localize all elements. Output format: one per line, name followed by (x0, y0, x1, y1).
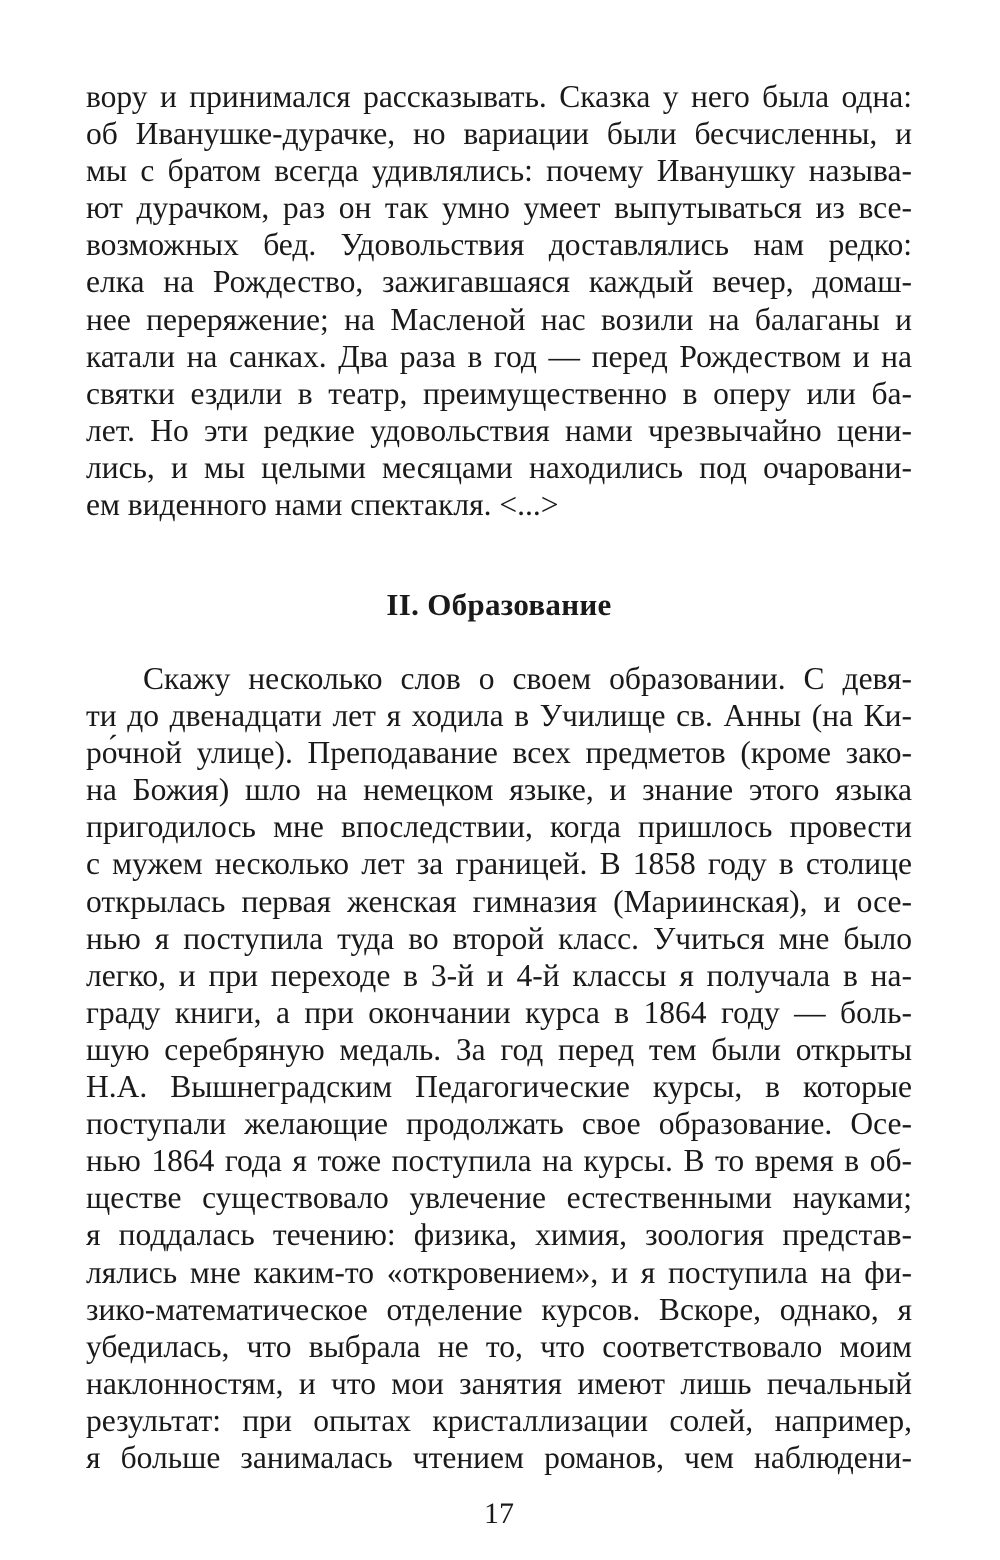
section-heading: II. Образование (386, 587, 612, 622)
text-line: ют дурачком, раз он так умно умеет выпутываться из все- (86, 190, 912, 226)
text-line: я больше занималась чтением романов, чем наблюдени- (86, 1439, 912, 1475)
text-line: с мужем несколько лет за границей. В 1858 году в столице (86, 846, 912, 882)
text-line: возможных бед. Удовольствия доставлялись нам редко: (86, 227, 912, 263)
text-line: вору и принимался рассказывать. Сказка у него была одна: (86, 79, 912, 114)
text-line: нее переряжение; на Масленой нас возили на балаганы и (86, 301, 912, 337)
text-line: лись, и мы целыми месяцами находились под очаровани- (86, 449, 912, 485)
paragraph-2 (86, 660, 912, 1476)
text-line: лет. Но эти редкие удовольствия нами чрезвычайно цени- (86, 412, 912, 448)
text-line: об Иванушке-дурачке, но вариации были бесчисленны, и (86, 116, 912, 152)
text-line: я поддалась течению: физика, химия, зоология представ- (86, 1217, 912, 1253)
text-line: нью я поступила туда во второй класс. Учиться мне было (86, 920, 912, 956)
page-number: 17 (484, 1497, 514, 1530)
text-line: легко, и при переходе в 3-й и 4-й классы я получала в на- (86, 957, 912, 993)
text-line: результат: при опытах кристаллизации солей, например, (86, 1402, 912, 1438)
book-page (86, 70, 912, 1560)
text-line: на Божия) шло на немецком языке, и знание этого языка (86, 772, 912, 808)
text-line: убедилась, что выбрала не то, что соответствовало моим (86, 1328, 912, 1364)
text-line: лялись мне каким-то «откровением», и я поступила на фи- (86, 1254, 912, 1290)
text-line: святки ездили в театр, преимущественно в оперу или ба- (86, 375, 912, 411)
text-line: нью 1864 года я тоже поступила на курсы. В то время в об- (86, 1143, 912, 1179)
text-line: открылась первая женская гимназия (Мариинская), и осе- (86, 883, 912, 919)
text-line: елка на Рождество, зажигавшаяся каждый вечер, домаш- (86, 264, 912, 300)
text-line: ро́чной улице). Преподавание всех предметов (кроме зако- (86, 735, 912, 771)
text-line: мы с братом всегда удивлялись: почему Иванушку называ- (86, 153, 912, 189)
text-line: зико-математическое отделение курсов. Вскоре, однако, я (86, 1291, 912, 1327)
text-line: ществе существовало увлечение естественными науками; (86, 1180, 912, 1216)
text-line: Н.А. Вышнеградским Педагогические курсы, в которые (86, 1069, 912, 1105)
text-line: катали на санках. Два раза в год — перед Рождеством и на (86, 338, 912, 374)
text-line: Скажу несколько слов о своем образовании. С девя- (143, 661, 912, 696)
text-line: шую серебряную медаль. За год перед тем были открыты (86, 1031, 912, 1067)
text-line: пригодилось мне впоследствии, когда пришлось провести (86, 809, 912, 845)
text-line: граду книги, а при окончании курса в 1864 году — боль- (86, 994, 912, 1030)
text-line: наклонностям, и что мои занятия имеют лишь печальный (86, 1365, 912, 1401)
text-line: поступали желающие продолжать свое образование. Осе- (86, 1106, 912, 1142)
paragraph-1 (86, 78, 912, 523)
text-line: ти до двенадцати лет я ходила в Училище св. Анны (на Ки- (86, 698, 912, 734)
text-line: ем виденного нами спектакля. <...> (86, 487, 559, 523)
